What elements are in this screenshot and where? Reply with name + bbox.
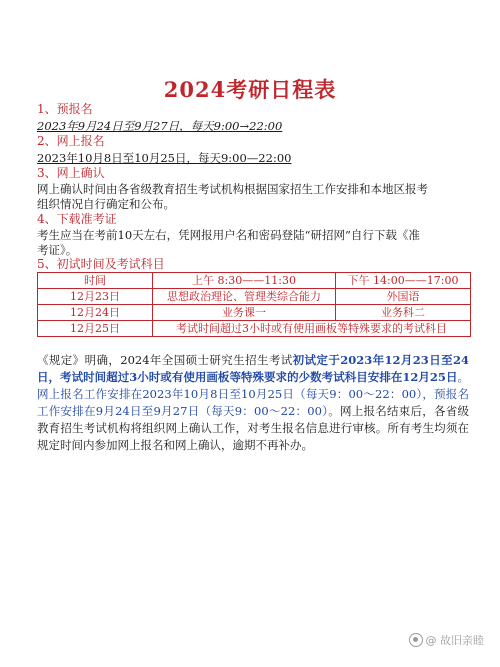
section-heading-admission-ticket: 4、下载准考证: [37, 212, 117, 226]
regulation-paragraph: [37, 352, 469, 454]
table-row: [38, 321, 471, 337]
row-morning-subject: 业务课一: [153, 305, 336, 321]
online-confirmation-line-1: 网上确认时间由各省级教育招生考试机构根据国家招生工作安排和本地区报考: [37, 182, 428, 196]
paragraph-confirmation-notice: 网上报名结束后，各省级教育招生考试机构将组织网上确认工作，对考生报名信息进行审核。所有考生均须在规定时间内参加网上报名和网上确认，逾期不再补办。: [37, 404, 470, 452]
admission-ticket-line-1: 考生应当在考前10天左右，凭网报用户名和密码登陆“研招网”自行下载《准: [37, 228, 420, 242]
section-heading-exam-schedule: 5、初试时间及考试科目: [37, 257, 165, 271]
row-date: 12月24日: [38, 305, 153, 321]
preregistration-dates: 2023年9月24日至9月27日，每天9:00→22:00: [37, 119, 283, 133]
admission-ticket-line-2: 考证》。: [37, 243, 78, 257]
paragraph-registration-schedule: 。网上报名工作安排在2023年10月8日至10月25日（每天9：00～22：00），预报名工作安排在9月24日至9月27日（每天9：00～22：00）。: [37, 370, 469, 418]
paragraph-intro: 《规定》明确，2024年全国硕士研究生招生考试: [37, 353, 293, 367]
header-cell-afternoon: 下午 14:00——17:00: [336, 273, 471, 289]
row-date: 12月25日: [38, 321, 153, 337]
online-confirmation-line-2: 组织情况自行确定和公布。: [37, 197, 175, 211]
page-title: 2024考研日程表: [163, 77, 337, 102]
section-heading-online-registration: 2、网上报名: [37, 134, 105, 148]
row-morning-subject: 思想政治理论、管理类综合能力: [153, 289, 336, 305]
header-cell-morning: 上午 8:30——11:30: [153, 273, 336, 289]
watermark-logo-icon: [409, 633, 423, 647]
paragraph-exam-dates-highlight: 初试定于2023年12月23日至24日，考试时间超过3小时或有使用画板等特殊要求的少数考试科目安排在12月25日: [37, 353, 469, 384]
row-date: 12月23日: [38, 289, 153, 305]
row-merged-subject: 考试时间超过3小时或有使用画板等特殊要求的考试科目: [153, 321, 471, 337]
header-cell-time: 时间: [38, 273, 153, 289]
row-afternoon-subject: 业务科二: [336, 305, 471, 321]
row-afternoon-subject: 外国语: [336, 289, 471, 305]
watermark-text: @ 故旧亲睦: [425, 634, 484, 647]
table-header-row: [38, 273, 471, 289]
exam-schedule-table: [37, 272, 471, 337]
watermark: [409, 632, 485, 648]
table-row: [38, 289, 471, 305]
table-row: [38, 305, 471, 321]
section-heading-online-confirmation: 3、网上确认: [37, 166, 105, 180]
section-heading-preregistration: 1、预报名: [37, 102, 93, 116]
online-registration-dates: 2023年10月8日至10月25日，每天9:00—22:00: [37, 151, 292, 165]
